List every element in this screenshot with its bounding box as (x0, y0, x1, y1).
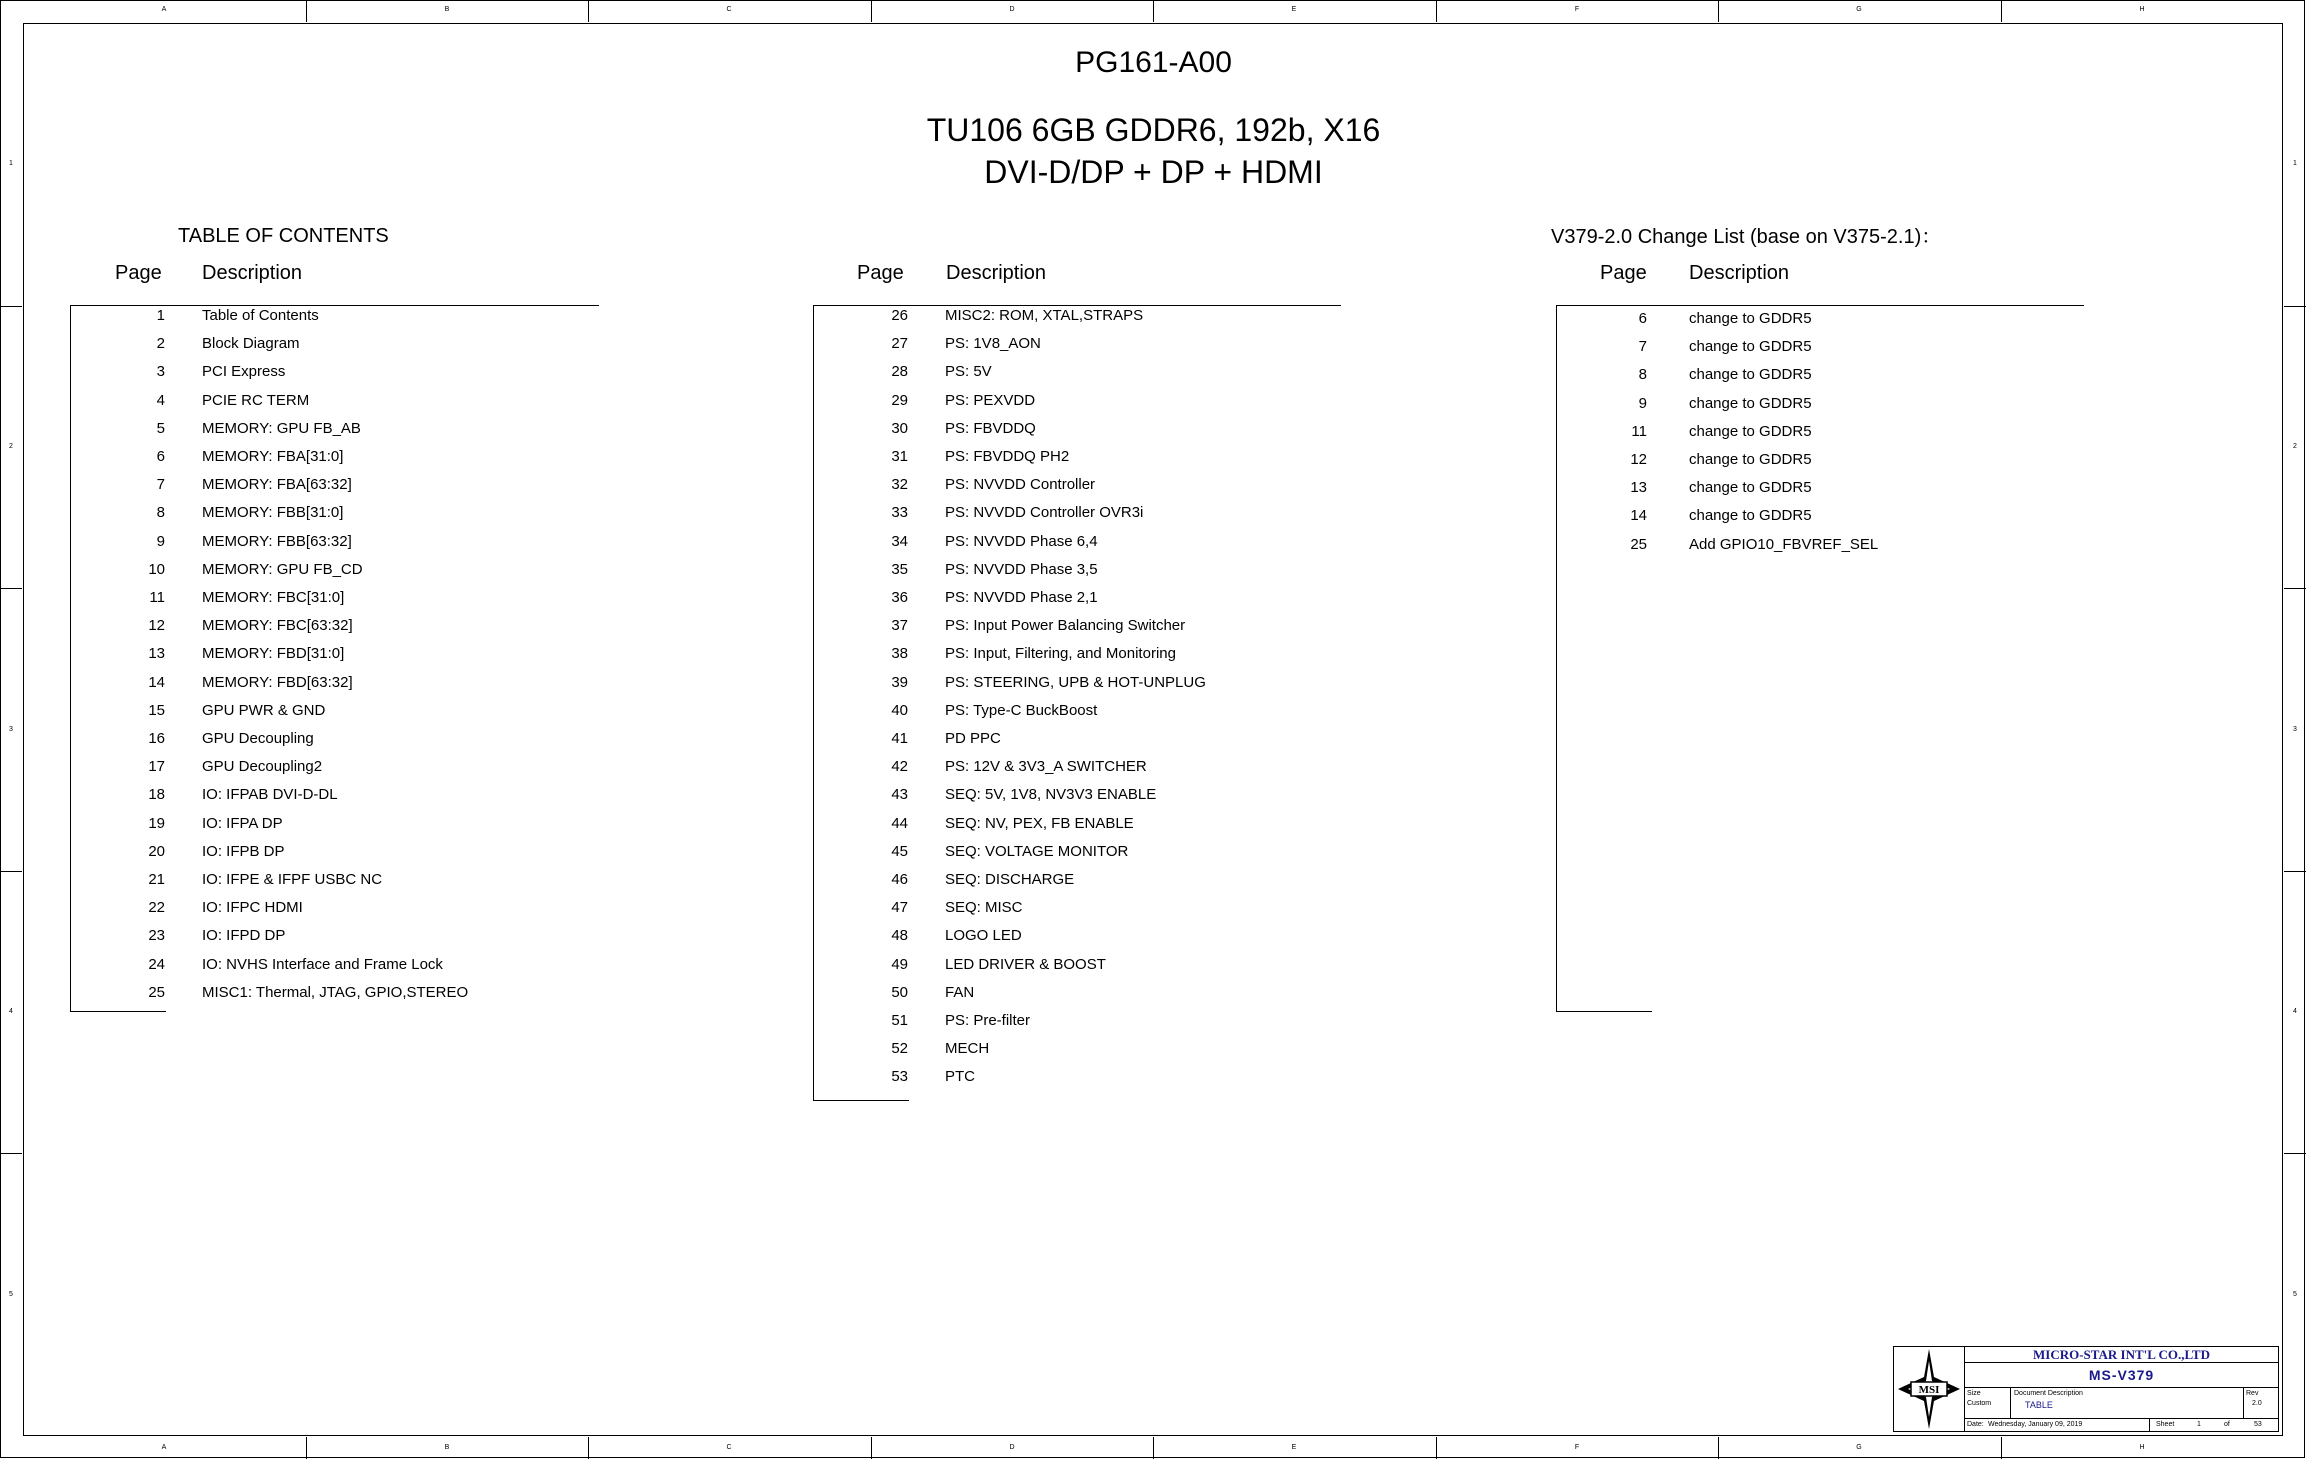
toc-row-description: PS: NVVDD Phase 2,1 (945, 589, 1098, 606)
change-row-page-number: 6 (1638, 310, 1647, 327)
zone-col-label: D (1009, 6, 1015, 13)
toc-row-page-number: 20 (148, 842, 165, 860)
toc-row-description: PS: NVVDD Controller (945, 476, 1096, 494)
toc-row-page-number: 48 (891, 927, 908, 945)
toc-row-description: GPU Decoupling (202, 730, 314, 747)
toc-row-description: MEMORY: FBA[31:0] (202, 448, 344, 465)
toc-row-description: SEQ: DISCHARGE (945, 871, 1075, 888)
toc-row-description: PS: 5V (945, 363, 992, 381)
toc-row-description: MEMORY: FBB[63:32] (202, 532, 352, 550)
zone-col-label: C (726, 1444, 732, 1451)
toc-row-page-number: 6 (156, 448, 165, 465)
zone-row-label: 1 (2293, 160, 2297, 167)
toc-row-page-number: 38 (891, 645, 908, 663)
toc-row-description: PD PPC (945, 730, 1001, 747)
toc-row-description: LOGO LED (945, 927, 1022, 945)
toc-row-page-number: 33 (891, 504, 908, 522)
toc-row-page-number: 39 (891, 673, 908, 691)
toc-row-description: MEMORY: FBC[31:0] (202, 589, 345, 606)
toc-row-description: MEMORY: GPU FB_CD (202, 560, 363, 578)
zone-col-label: C (726, 6, 732, 13)
title-block (1893, 1346, 2279, 1432)
toc-row-description: PCIE RC TERM (202, 391, 310, 409)
toc-row-page-number: 49 (891, 955, 908, 973)
toc-row-page-number: 35 (891, 560, 908, 578)
toc-row-page-number: 13 (148, 645, 165, 663)
change-row-page-number: 7 (1638, 338, 1647, 356)
zone-col-label: A (161, 1444, 167, 1451)
toc-row-description: PS: STEERING, UPB & HOT-UNPLUG (945, 673, 1206, 691)
change-row-description: change to GDDR5 (1689, 451, 1812, 468)
zone-col-label: A (161, 6, 167, 13)
toc-row-page-number: 15 (148, 701, 165, 719)
toc-row-page-number: 27 (891, 335, 908, 353)
rev-cell (2243, 1388, 2279, 1418)
change-row-page-number: 9 (1638, 394, 1647, 412)
toc-row-description: PCI Express (202, 363, 286, 381)
toc-row-description: IO: IFPAB DVI-D-DL (202, 786, 338, 804)
change-row-page-number: 8 (1638, 366, 1647, 384)
toc-row-description: PS: 12V & 3V3_A SWITCHER (945, 758, 1147, 776)
toc-row-description: PTC (945, 1068, 975, 1086)
zone-col-label: H (2139, 1444, 2145, 1451)
zone-row-label: 1 (9, 160, 13, 167)
zone-col-label: E (1291, 1444, 1297, 1451)
toc-row-description: MEMORY: FBD[63:32] (202, 673, 353, 691)
toc-row-page-number: 14 (148, 673, 165, 691)
zone-row-label: 5 (2293, 1291, 2297, 1298)
toc-row-description: MISC1: Thermal, JTAG, GPIO,STEREO (202, 983, 469, 1001)
toc-row-description: PS: 1V8_AON (945, 335, 1041, 353)
toc-row-description: MECH (945, 1040, 990, 1058)
toc-row-description: MEMORY: FBD[31:0] (202, 645, 345, 663)
zone-col-label: F (1574, 1444, 1580, 1451)
zone-tick (1436, 1437, 1437, 1459)
toc-row-description: PS: FBVDDQ (945, 419, 1036, 437)
zone-tick (0, 306, 22, 307)
zone-row-label: 3 (2293, 726, 2297, 733)
zone-col-label: D (1009, 1444, 1015, 1451)
change-row-description: change to GDDR5 (1689, 394, 1812, 412)
toc-row-description: GPU PWR & GND (202, 701, 326, 719)
zone-row-label: 5 (9, 1291, 13, 1298)
toc-col2-page-header: Page (857, 262, 904, 284)
toc-row-page-number: 4 (156, 391, 165, 409)
toc-row-page-number: 5 (156, 419, 165, 437)
msi-logo (1894, 1347, 1965, 1431)
zone-tick (0, 1153, 22, 1154)
toc-row-page-number: 31 (891, 448, 908, 465)
toc-row-description: MISC2: ROM, XTAL,STRAPS (945, 307, 1144, 324)
toc-heading: TABLE OF CONTENTS (178, 225, 389, 247)
toc-row-page-number: 42 (891, 758, 908, 776)
title-block-middle-row (1965, 1388, 2278, 1419)
toc-row-description: IO: IFPE & IFPF USBC NC (202, 871, 383, 888)
toc-row-page-number: 32 (891, 476, 908, 494)
date-sheet-divider (2149, 1418, 2150, 1431)
zone-col-label: F (1574, 6, 1580, 13)
change-row-page-number: 11 (1631, 422, 1647, 440)
toc-row-page-number: 53 (891, 1068, 908, 1086)
zone-tick (2284, 306, 2306, 307)
toc-row-page-number: 11 (149, 589, 165, 606)
toc-row-page-number: 34 (891, 532, 908, 550)
toc-row-description: Block Diagram (202, 335, 300, 353)
toc-col1-desc-header: Description (202, 262, 303, 284)
toc-row-page-number: 30 (891, 419, 908, 437)
change-row-description: Add GPIO10_FBVREF_SEL (1689, 535, 1879, 553)
toc-row-page-number: 45 (891, 842, 908, 860)
toc-row-page-number: 47 (891, 899, 908, 917)
of-value: 53 (2254, 1421, 2262, 1428)
zone-row-label: 2 (9, 443, 13, 450)
toc-row-description: FAN (945, 983, 975, 1001)
zone-tick (2284, 1153, 2306, 1154)
toc-row-description: PS: Type-C BuckBoost (945, 701, 1098, 719)
toc-col2-desc-header: Description (946, 262, 1047, 284)
toc-row-page-number: 24 (148, 955, 165, 973)
change-row-page-number: 12 (1630, 451, 1647, 468)
toc-row-description: Table of Contents (202, 307, 319, 324)
toc-row-page-number: 2 (156, 335, 165, 353)
zone-tick (306, 0, 307, 22)
zone-tick (2001, 1437, 2002, 1459)
toc-row-description: SEQ: MISC (945, 899, 1023, 917)
page-title: PG161-A00 (1075, 46, 1232, 79)
doc-description-value: TABLE (2025, 1400, 2053, 1410)
toc-row-page-number: 40 (891, 701, 908, 719)
zone-row-label: 2 (2293, 443, 2297, 450)
toc-row-page-number: 41 (891, 730, 908, 747)
toc-row-page-number: 3 (156, 363, 165, 381)
zone-tick (871, 1437, 872, 1459)
toc-row-description: PS: PEXVDD (945, 391, 1036, 409)
zone-col-label: B (444, 6, 450, 13)
toc-row-description: PS: NVVDD Phase 6,4 (945, 532, 1098, 550)
toc-row-description: IO: IFPB DP (202, 842, 285, 860)
toc-row-page-number: 44 (891, 814, 908, 832)
zone-tick (871, 0, 872, 22)
toc-row-description: PS: Input Power Balancing Switcher (945, 617, 1186, 635)
toc-row-page-number: 21 (148, 871, 165, 888)
toc-row-page-number: 29 (891, 391, 908, 409)
toc-row-description: MEMORY: FBC[63:32] (202, 617, 353, 635)
zone-tick (2284, 588, 2306, 589)
toc-row-description: PS: Input, Filtering, and Monitoring (945, 645, 1176, 663)
zone-row-label: 4 (9, 1008, 13, 1015)
toc-row-description: SEQ: 5V, 1V8, NV3V3 ENABLE (945, 786, 1157, 804)
toc-row-page-number: 46 (891, 871, 908, 888)
zone-col-label: G (1856, 1444, 1862, 1451)
change-row-page-number: 13 (1630, 479, 1647, 497)
zone-row-label: 4 (2293, 1008, 2297, 1015)
toc-row-page-number: 28 (891, 363, 908, 381)
size-value: Custom (1967, 1400, 1992, 1407)
zone-tick (1153, 1437, 1154, 1459)
zone-row-label: 3 (9, 726, 13, 733)
toc-row-page-number: 8 (156, 504, 165, 522)
toc-col1-page-header: Page (115, 262, 162, 284)
zone-col-label: E (1291, 6, 1297, 13)
size-label: Size (1967, 1390, 1981, 1397)
rev-value: 2.0 (2252, 1400, 2262, 1407)
toc-row-page-number: 19 (148, 814, 165, 832)
of-label: of (2224, 1421, 2230, 1428)
toc-row-description: IO: NVHS Interface and Frame Lock (202, 955, 443, 973)
toc-row-page-number: 18 (148, 786, 165, 804)
toc-row-page-number: 22 (148, 899, 165, 917)
subtitle-line-2: DVI-D/DP + DP + HDMI (984, 154, 1323, 190)
date-value: Wednesday, January 09, 2019 (1988, 1421, 2083, 1428)
zone-tick (2284, 871, 2306, 872)
date-label: Date: (1967, 1421, 1984, 1428)
toc-row-page-number: 10 (148, 560, 165, 578)
toc-row-description: IO: IFPC HDMI (202, 899, 303, 917)
toc-row-page-number: 25 (148, 983, 165, 1001)
toc-row-description: PS: Pre-filter (945, 1012, 1031, 1029)
change-desc-header: Description (1689, 262, 1790, 284)
zone-col-label: H (2139, 6, 2145, 13)
toc-row-description: MEMORY: FBA[63:32] (202, 476, 352, 494)
company-name: MICRO-STAR INT'L CO.,LTD (1965, 1347, 2278, 1363)
toc-row-description: PS: NVVDD Controller OVR3i (945, 504, 1144, 522)
change-row-description: change to GDDR5 (1689, 422, 1812, 440)
zone-tick (588, 1437, 589, 1459)
toc-row-page-number: 16 (148, 730, 165, 747)
subtitle-line-1: TU106 6GB GDDR6, 192b, X16 (926, 112, 1381, 148)
change-row-description: change to GDDR5 (1689, 310, 1812, 327)
doc-description-label: Document Description (2014, 1390, 2083, 1397)
toc-row-description: GPU Decoupling2 (202, 758, 323, 776)
change-row-page-number: 14 (1630, 507, 1647, 525)
toc-row-page-number: 7 (156, 476, 165, 494)
toc-row-page-number: 23 (148, 927, 165, 945)
toc-row-page-number: 1 (156, 307, 165, 324)
toc-row-page-number: 26 (891, 307, 908, 324)
toc-row-page-number: 12 (148, 617, 165, 635)
toc-row-page-number: 36 (891, 589, 908, 606)
zone-col-label: G (1856, 6, 1862, 13)
zone-tick (1436, 0, 1437, 22)
toc-row-description: IO: IFPA DP (202, 814, 283, 832)
change-row-page-number: 25 (1630, 535, 1647, 553)
toc-row-description: PS: FBVDDQ PH2 (945, 448, 1070, 465)
toc-row-page-number: 51 (891, 1012, 908, 1029)
zone-tick (0, 588, 22, 589)
change-page-header: Page (1600, 262, 1647, 284)
change-list-heading: V379-2.0 Change List (base on V375-2.1)： (1551, 226, 1942, 248)
toc-row-page-number: 9 (156, 532, 165, 550)
toc-row-description: SEQ: VOLTAGE MONITOR (945, 842, 1129, 860)
size-cell (1965, 1388, 2011, 1418)
zone-tick (306, 1437, 307, 1459)
toc-row-description: SEQ: NV, PEX, FB ENABLE (945, 814, 1134, 832)
change-row-description: change to GDDR5 (1689, 338, 1812, 356)
zone-tick (588, 0, 589, 22)
zone-tick (0, 871, 22, 872)
zone-tick (1153, 0, 1154, 22)
rev-label: Rev (2246, 1390, 2259, 1397)
toc-row-page-number: 50 (891, 983, 908, 1001)
zone-col-label: B (444, 1444, 450, 1451)
toc-row-description: IO: IFPD DP (202, 927, 286, 945)
change-row-description: change to GDDR5 (1689, 366, 1812, 384)
change-row-description: change to GDDR5 (1689, 479, 1812, 497)
sheet-value: 1 (2197, 1421, 2201, 1428)
toc-row-description: LED DRIVER & BOOST (945, 955, 1106, 973)
document-number: MS-V379 (1965, 1363, 2278, 1388)
zone-tick (1718, 0, 1719, 22)
sheet-label: Sheet (2156, 1421, 2175, 1428)
toc-row-description: PS: NVVDD Phase 3,5 (945, 560, 1098, 578)
zone-tick (1718, 1437, 1719, 1459)
change-row-description: change to GDDR5 (1689, 507, 1812, 525)
toc-row-page-number: 37 (891, 617, 908, 635)
toc-row-description: MEMORY: GPU FB_AB (202, 419, 361, 437)
toc-row-page-number: 52 (891, 1040, 908, 1058)
zone-tick (2001, 0, 2002, 22)
toc-row-page-number: 17 (148, 758, 165, 776)
svg-text:MSI: MSI (1918, 1384, 1940, 1396)
toc-row-page-number: 43 (891, 786, 908, 804)
toc-row-description: MEMORY: FBB[31:0] (202, 504, 344, 522)
